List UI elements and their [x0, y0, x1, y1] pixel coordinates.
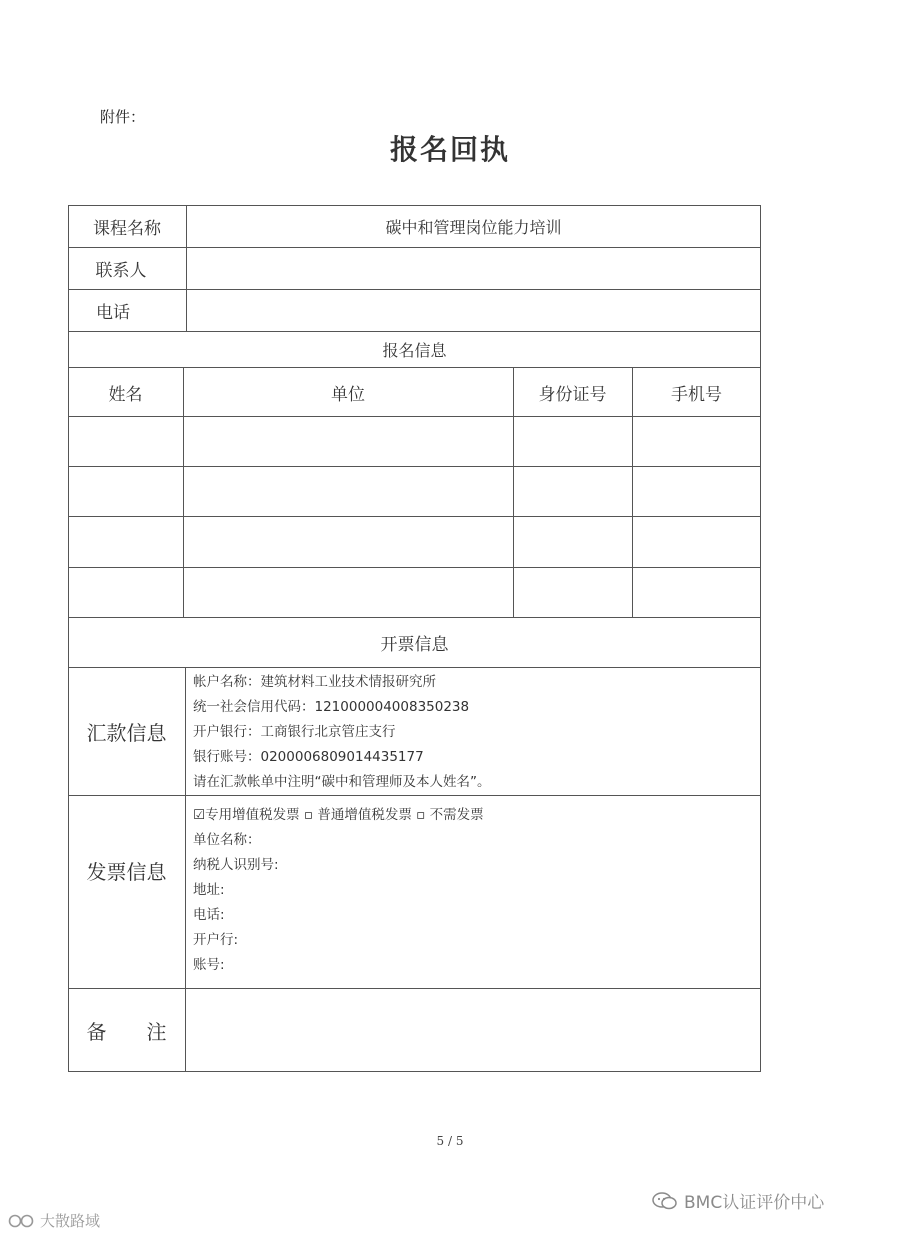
remit-account-number: 银行账号：0200006809014435177 — [193, 749, 424, 765]
watermark-left — [8, 1210, 100, 1231]
invoice-account-field: 账号: — [193, 957, 225, 973]
invoice-type-options[interactable]: ☑专用增值税发票 ▫ 普通增值税发票 ▫ 不需发票 — [193, 807, 484, 823]
column-header-unit: 单位 — [331, 384, 365, 405]
column-header-name: 姓名 — [108, 384, 143, 405]
invoice-taxpayer-id-field: 纳税人识别号: — [193, 857, 279, 873]
invoice-unit-name-field: 单位名称： — [193, 832, 261, 848]
remit-account-name: 帐户名称：建筑材料工业技术情报研究所 — [193, 674, 436, 690]
watermark-right — [652, 1188, 824, 1213]
remit-credit-code: 统一社会信用代码：121000004008350238 — [193, 699, 470, 715]
course-name-label: 课程名称 — [93, 219, 161, 239]
invoice-phone-field: 电话: — [193, 907, 225, 923]
page-title: 报名回执 — [389, 133, 510, 166]
remittance-details — [193, 670, 491, 795]
remittance-label: 汇款信息 — [86, 721, 167, 745]
invoice-address-field: 地址: — [193, 882, 225, 898]
remarks-label: 备 注 — [86, 1020, 167, 1044]
column-header-mobile: 手机号 — [671, 384, 722, 405]
contact-person-label: 联系人 — [95, 261, 147, 281]
wechat-icon — [652, 1191, 678, 1211]
invoice-section-header: 开票信息 — [380, 635, 449, 655]
watermark-right-text: BMC认证评价中心 — [684, 1193, 825, 1213]
phone-label: 电话 — [96, 303, 130, 323]
column-header-id-number: 身份证号 — [538, 384, 607, 405]
remit-bank: 开户银行：工商银行北京管庄支行 — [193, 724, 396, 740]
invoice-details — [193, 803, 484, 978]
invoice-info-label: 发票信息 — [86, 859, 167, 884]
watermark-left-text: 大散路域 — [40, 1212, 101, 1230]
course-name-value: 碳中和管理岗位能力培训 — [385, 218, 562, 237]
watermark-logo-icon — [8, 1213, 36, 1229]
registration-section-header: 报名信息 — [382, 341, 447, 360]
attachment-label: 附件： — [100, 108, 146, 126]
remit-note: 请在汇款帐单中注明“碳中和管理师及本人姓名”。 — [193, 774, 491, 790]
page-number: 5 / 5 — [436, 1134, 464, 1148]
invoice-bank-field: 开户行: — [193, 932, 239, 948]
